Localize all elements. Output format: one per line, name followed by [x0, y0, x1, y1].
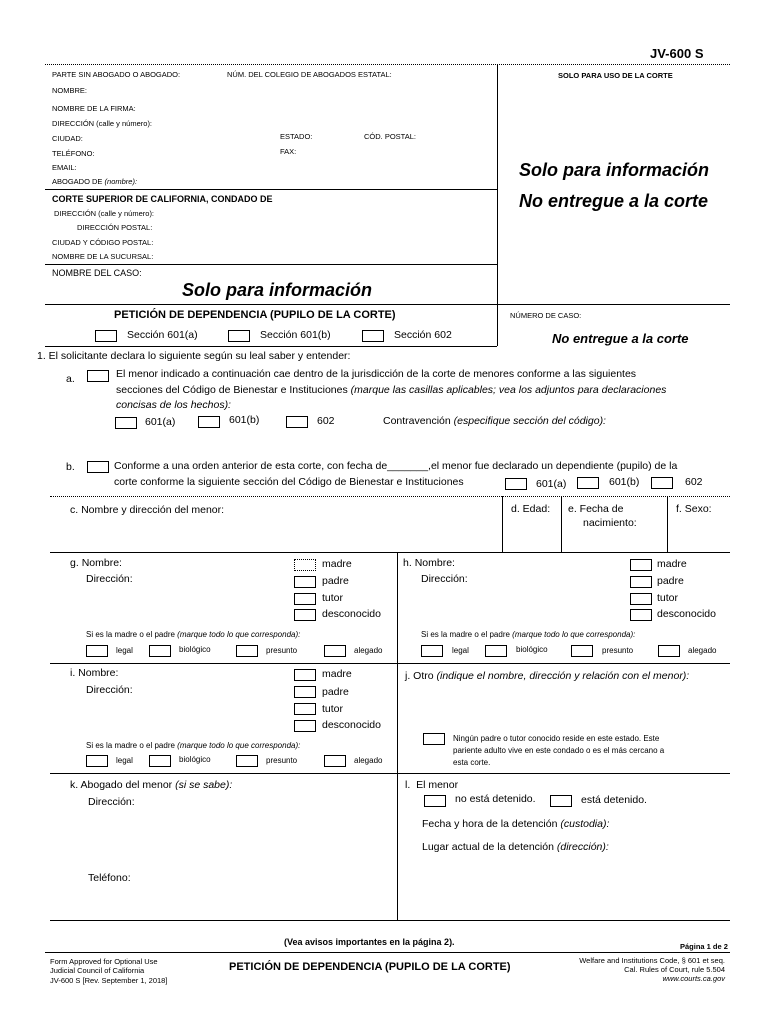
item-a-601a-checkbox[interactable] — [115, 417, 137, 429]
item-l-label: l. El menor — [405, 779, 459, 791]
section-601b-checkbox[interactable] — [228, 330, 250, 342]
i-tutor-label: tutor — [322, 703, 344, 715]
item-b-601b-label: 601(b) — [609, 476, 640, 488]
court-title: CORTE SUPERIOR DE CALIFORNIA, CONDADO DE — [52, 194, 273, 204]
i-biologico-checkbox[interactable] — [149, 755, 171, 767]
item-b-checkbox[interactable] — [87, 461, 109, 473]
email-label: EMAIL: — [52, 163, 77, 172]
h-padre-label: padre — [657, 575, 684, 587]
court-street-label: DIRECCIÓN (calle y número): — [54, 209, 155, 218]
j-note-line-1: Ningún padre o tutor conocido reside en este estado. Este — [453, 734, 660, 743]
item-i-name: i. Nombre: — [70, 667, 119, 679]
g-legal-checkbox[interactable] — [86, 645, 108, 657]
item-b-line-1: Conforme a una orden anterior de esta corte, con fecha de_______,el menor fue declarado un dependiente (pupilo) de la — [114, 460, 678, 472]
item-k-label: k. Abogado del menor (si se sabe): — [70, 779, 233, 791]
item-b-601a-checkbox[interactable] — [505, 478, 527, 490]
i-parent-type-label: Si es la madre o el padre (marque todo lo que corresponda): — [86, 741, 301, 750]
firm-label: NOMBRE DE LA FIRMA: — [52, 104, 136, 113]
item-a-line-1: El menor indicado a continuación cae dentro de la jurisdicción de la corte de menores conforme a las siguientes — [116, 368, 637, 380]
i-presunto-label: presunto — [266, 756, 298, 765]
j-no-parent-checkbox[interactable] — [423, 733, 445, 745]
i-legal-label: legal — [116, 756, 133, 765]
g-presunto-checkbox[interactable] — [236, 645, 258, 657]
g-tutor-label: tutor — [322, 592, 344, 604]
g-padre-checkbox[interactable] — [294, 576, 316, 588]
i-madre-label: madre — [322, 668, 352, 680]
footer-approved-2: Judicial Council of California — [50, 966, 145, 975]
g-biologico-checkbox[interactable] — [149, 645, 171, 657]
g-madre-checkbox[interactable] — [294, 559, 316, 571]
i-desconocido-label: desconocido — [322, 719, 381, 731]
g-legal-label: legal — [116, 646, 133, 655]
watermark-line-2: No entregue a la corte — [519, 191, 709, 211]
section-602-label: Sección 602 — [394, 329, 452, 341]
l-detained-label: está detenido. — [581, 794, 647, 806]
item-e-label-2: nacimiento: — [583, 517, 637, 529]
h-alegado-label: alegado — [688, 646, 717, 655]
item-b-601a-label: 601(a) — [536, 478, 567, 490]
i-alegado-label: alegado — [354, 756, 383, 765]
case-name-watermark: Solo para información — [182, 280, 373, 300]
item-b-602-checkbox[interactable] — [651, 477, 673, 489]
footer-ref-2: Cal. Rules of Court, rule 5.504 — [624, 965, 725, 974]
g-parent-type-label: Si es la madre o el padre (marque todo lo que corresponda): — [86, 630, 301, 639]
item-a-checkbox[interactable] — [87, 370, 109, 382]
item-a-602-checkbox[interactable] — [286, 416, 308, 428]
item-a-601b-checkbox[interactable] — [198, 416, 220, 428]
city-label: CIUDAD: — [52, 134, 83, 143]
petition-title: PETICIÓN DE DEPENDENCIA (PUPILO DE LA CORTE) — [114, 309, 396, 321]
item-b-601b-checkbox[interactable] — [577, 477, 599, 489]
i-alegado-checkbox[interactable] — [324, 755, 346, 767]
footer-title: PETICIÓN DE DEPENDENCIA (PUPILO DE LA CORTE) — [229, 961, 511, 973]
footer-page: Página 1 de 2 — [680, 942, 728, 951]
i-biologico-label: biológico — [179, 755, 211, 764]
h-tutor-checkbox[interactable] — [630, 593, 652, 605]
l-detained-checkbox[interactable] — [550, 795, 572, 807]
zip-label: CÓD. POSTAL: — [364, 132, 416, 141]
g-tutor-checkbox[interactable] — [294, 593, 316, 605]
item-a-602-label: 602 — [317, 415, 335, 427]
h-desconocido-checkbox[interactable] — [630, 609, 652, 621]
i-tutor-checkbox[interactable] — [294, 703, 316, 715]
attorney-for-label: ABOGADO DE (nombre): — [52, 177, 138, 186]
j-note-line-2: pariente adulto vive en este condado o es el más cercano a — [453, 746, 665, 755]
h-presunto-label: presunto — [602, 646, 634, 655]
item-b-letter: b. — [66, 461, 75, 473]
section-602-checkbox[interactable] — [362, 330, 384, 342]
item-1-statement: 1. El solicitante declara lo siguiente según su leal saber y entender: — [37, 350, 351, 362]
item-k-address: Dirección: — [88, 796, 135, 808]
watermark-line-1: Solo para información — [519, 160, 710, 180]
g-presunto-label: presunto — [266, 646, 298, 655]
h-desconocido-label: desconocido — [657, 608, 716, 620]
court-use-label: SOLO PARA USO DE LA CORTE — [558, 71, 673, 80]
g-madre-label: madre — [322, 558, 352, 570]
section-601a-checkbox[interactable] — [95, 330, 117, 342]
i-padre-checkbox[interactable] — [294, 686, 316, 698]
footer-approved-1: Form Approved for Optional Use — [50, 957, 158, 966]
item-i-address: Dirección: — [86, 684, 133, 696]
item-a-contravencion: Contravención (especifique sección del código): — [383, 415, 606, 427]
street-label: DIRECCIÓN (calle y número): — [52, 119, 153, 128]
h-legal-label: legal — [452, 646, 469, 655]
footer-approved-3: JV-600 S [Rev. September 1, 2018] — [50, 976, 168, 985]
court-branch-label: NOMBRE DE LA SUCURSAL: — [52, 252, 154, 261]
item-f-label: f. Sexo: — [676, 503, 712, 515]
j-note-line-3: esta corte. — [453, 758, 491, 767]
phone-label: TELÉFONO: — [52, 149, 95, 158]
g-biologico-label: biológico — [179, 645, 211, 654]
state-label: ESTADO: — [280, 132, 313, 141]
g-alegado-label: alegado — [354, 646, 383, 655]
l-not-detained-checkbox[interactable] — [424, 795, 446, 807]
item-b-602-label: 602 — [685, 476, 703, 488]
footer-ref-1: Welfare and Institutions Code, § 601 et seq. — [579, 956, 725, 965]
h-alegado-checkbox[interactable] — [658, 645, 680, 657]
item-a-line-3: concisas de los hechos): — [116, 399, 231, 411]
item-h-name: h. Nombre: — [403, 557, 455, 569]
h-madre-checkbox[interactable] — [630, 559, 652, 571]
item-a-letter: a. — [66, 373, 75, 385]
fax-label: FAX: — [280, 147, 297, 156]
case-number-watermark: No entregue a la corte — [552, 331, 689, 346]
i-desconocido-checkbox[interactable] — [294, 720, 316, 732]
item-g-name: g. Nombre: — [70, 557, 122, 569]
h-madre-label: madre — [657, 558, 687, 570]
g-alegado-checkbox[interactable] — [324, 645, 346, 657]
party-label: PARTE SIN ABOGADO O ABOGADO: — [52, 70, 181, 79]
form-id: JV-600 S — [650, 46, 704, 61]
i-legal-checkbox[interactable] — [86, 755, 108, 767]
i-presunto-checkbox[interactable] — [236, 755, 258, 767]
h-padre-checkbox[interactable] — [630, 576, 652, 588]
court-city-label: CIUDAD Y CÓDIGO POSTAL: — [52, 238, 154, 247]
item-a-601a-label: 601(a) — [145, 416, 176, 428]
footer-ref-3[interactable]: www.courts.ca.gov — [662, 974, 725, 983]
item-k-phone: Teléfono: — [88, 872, 131, 884]
item-e-label-1: e. Fecha de — [568, 503, 624, 515]
i-madre-checkbox[interactable] — [294, 669, 316, 681]
g-desconocido-label: desconocido — [322, 608, 381, 620]
item-a-601b-label: 601(b) — [229, 414, 260, 426]
g-desconocido-checkbox[interactable] — [294, 609, 316, 621]
footer-notice: (Vea avisos importantes en la página 2). — [284, 937, 455, 947]
l-location: Lugar actual de la detención (dirección): — [422, 841, 609, 853]
item-b-line-2: corte conforme la siguiente sección del Código de Bienestar e Instituciones — [114, 476, 464, 488]
h-presunto-checkbox[interactable] — [571, 645, 593, 657]
case-number-label: NÚMERO DE CASO: — [510, 311, 582, 320]
bar-number-label: NÚM. DEL COLEGIO DE ABOGADOS ESTATAL: — [227, 70, 392, 79]
item-g-address: Dirección: — [86, 573, 133, 585]
l-not-detained-label: no está detenido. — [455, 793, 536, 805]
h-parent-type-label: Si es la madre o el padre (marque todo lo que corresponda): — [421, 630, 636, 639]
h-biologico-label: biológico — [516, 645, 548, 654]
item-a-line-2: secciones del Código de Bienestar e Instituciones (marque las casillas aplicables; vea los adjuntos para declaraciones — [116, 384, 667, 396]
section-601a-label: Sección 601(a) — [127, 329, 198, 341]
item-h-address: Dirección: — [421, 573, 468, 585]
item-d-label: d. Edad: — [511, 503, 551, 515]
h-biologico-checkbox[interactable] — [485, 645, 507, 657]
name-label: NOMBRE: — [52, 86, 88, 95]
item-c-label: c. Nombre y dirección del menor: — [70, 504, 225, 516]
g-padre-label: padre — [322, 575, 349, 587]
case-name-label: NOMBRE DEL CASO: — [52, 268, 142, 278]
court-mailing-label: DIRECCIÓN POSTAL: — [77, 223, 153, 232]
h-tutor-label: tutor — [657, 592, 679, 604]
item-j-label: j. Otro (indique el nombre, dirección y relación con el menor): — [405, 670, 690, 682]
l-date-time: Fecha y hora de la detención (custodia): — [422, 818, 610, 830]
section-601b-label: Sección 601(b) — [260, 329, 331, 341]
i-padre-label: padre — [322, 686, 349, 698]
h-legal-checkbox[interactable] — [421, 645, 443, 657]
